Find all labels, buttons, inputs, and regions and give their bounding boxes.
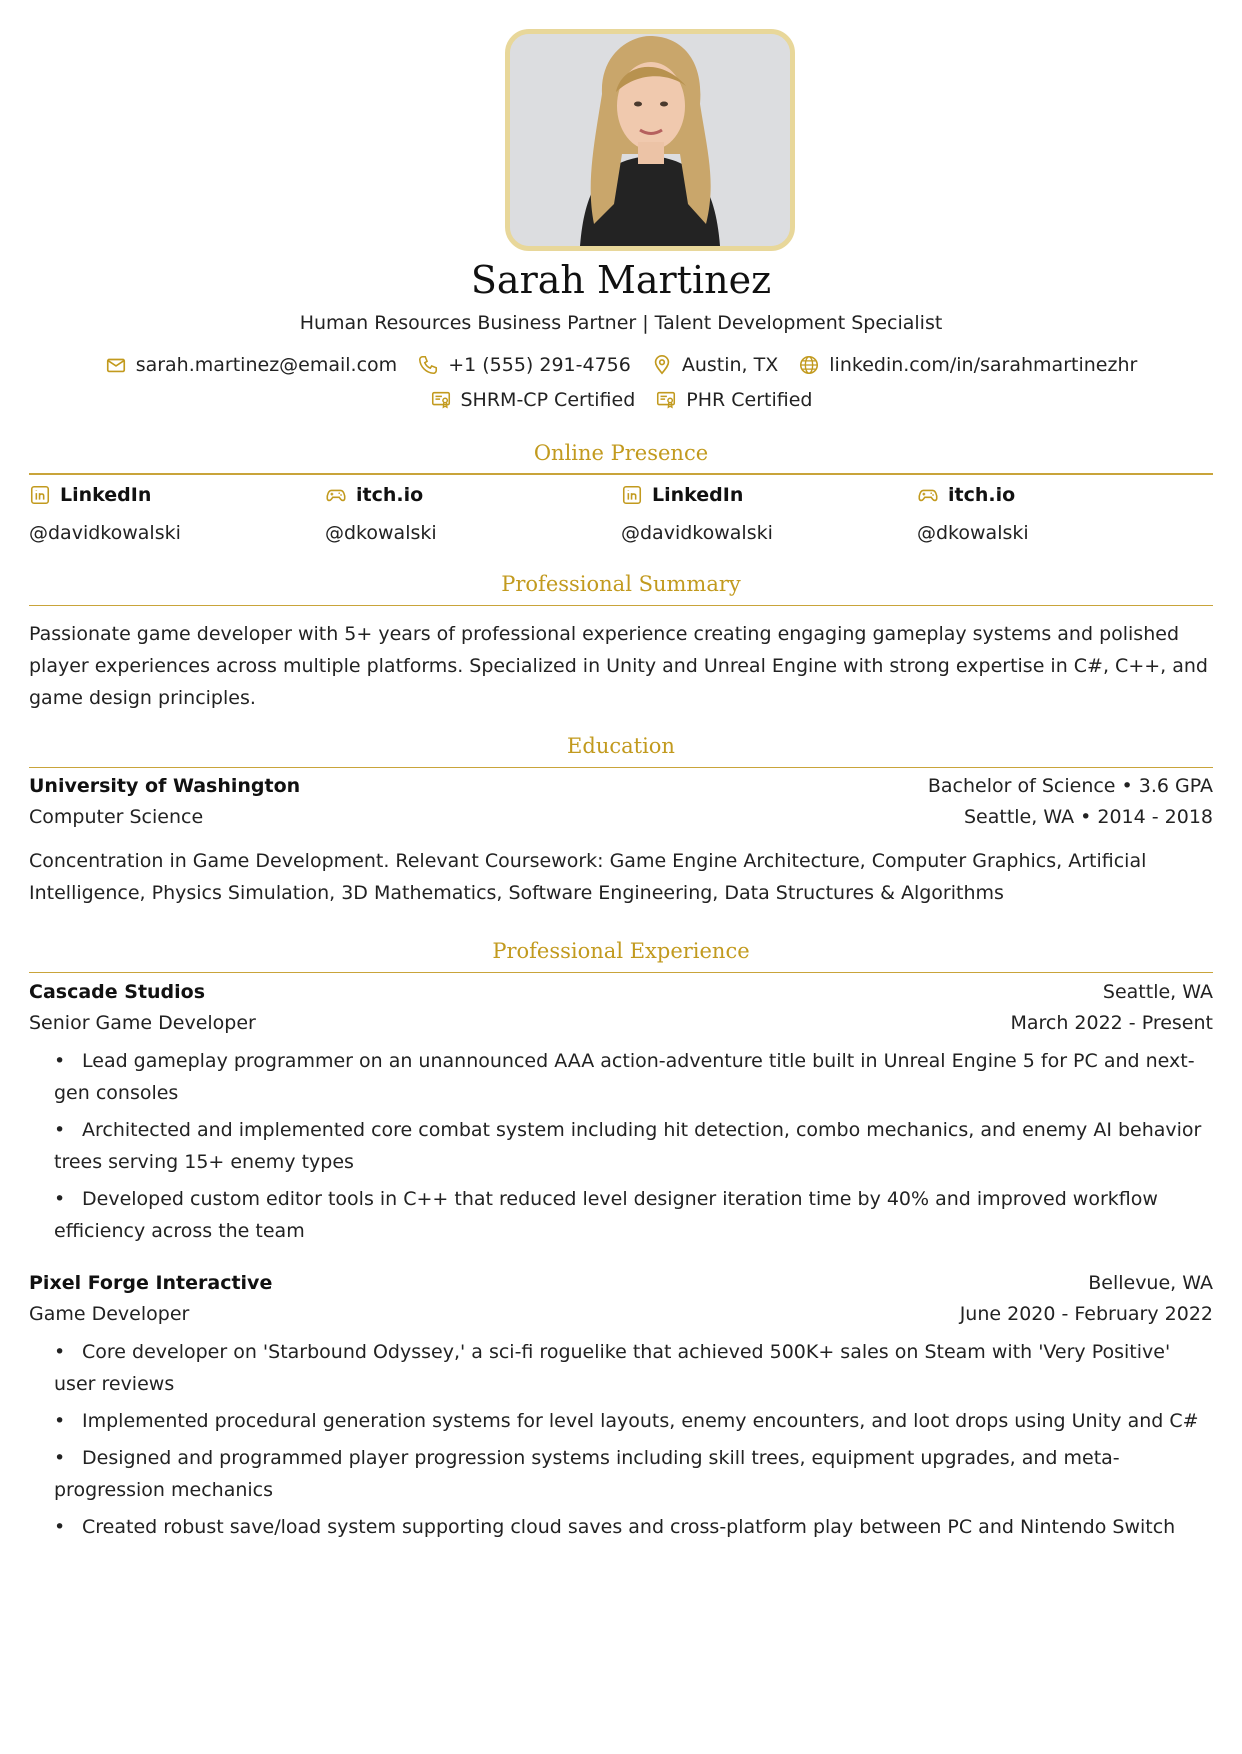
section-title-education: Education — [567, 734, 675, 758]
section-divider — [29, 473, 1213, 475]
contact-location — [651, 354, 778, 376]
education-header — [29, 775, 1213, 797]
globe-icon — [798, 354, 820, 376]
section-divider — [29, 972, 1213, 973]
job-subheader — [29, 1012, 1213, 1034]
presence-platform: LinkedIn — [652, 484, 744, 506]
education-details: Concentration in Game Development. Relevant Coursework: Game Engine Architecture, Computer Graphics, Artificial Intelligence, Physics Simulation, 3D Mathematics, Software Engineering, Data Structures & Algorithms — [29, 850, 1147, 904]
job-dates: June 2020 - February 2022 — [959, 1303, 1213, 1325]
presence-handle: @dkowalski — [917, 522, 1029, 544]
list-item: • Designed and programmed player progression systems including skill trees, equipment upgrades, and meta-progression mechanics — [54, 1447, 1120, 1501]
summary-text: Passionate game developer with 5+ years of professional experience creating engaging gameplay systems and polished player experiences across multiple platforms. Specialized in Unity and Unreal Engine with strong expertise in C#, C++, and game design principles. — [29, 623, 1208, 709]
contact-phone[interactable] — [417, 354, 631, 376]
list-item: • Created robust save/load system supporting cloud saves and cross-platform play between PC and Nintendo Switch — [54, 1516, 1176, 1538]
section-title-online-presence: Online Presence — [533, 441, 709, 465]
job-location: Bellevue, WA — [1088, 1272, 1213, 1294]
presence-item[interactable] — [325, 484, 621, 544]
contact-email-text: sarah.martinez@email.com — [135, 354, 398, 376]
linkedin-icon — [29, 484, 51, 506]
list-item: • Architected and implemented core combat system including hit detection, combo mechanics, and enemy AI behavior trees serving 15+ enemy types — [54, 1119, 1202, 1173]
presence-handle: @davidkowalski — [29, 522, 181, 544]
contact-website-text: linkedin.com/in/sarahmartinezhr — [829, 354, 1138, 376]
list-item: • Core developer on 'Starbound Odyssey,' a sci-fi roguelike that achieved 500K+ sales on Steam with 'Very Positive' user reviews — [54, 1341, 1171, 1395]
section-divider — [29, 605, 1213, 606]
candidate-name: Sarah Martinez — [470, 258, 772, 302]
contact-website[interactable] — [798, 354, 1137, 376]
contact-email[interactable] — [105, 354, 398, 376]
job-header — [29, 981, 1213, 1003]
certificate-icon — [430, 389, 452, 411]
mail-icon — [105, 354, 127, 376]
section-title-summary: Professional Summary — [501, 572, 741, 596]
presence-item[interactable] — [621, 484, 917, 544]
job-subheader — [29, 1303, 1213, 1325]
list-item: • Implemented procedural generation systems for level layouts, enemy encounters, and loot drops using Unity and C# — [54, 1410, 1199, 1432]
job-role: Game Developer — [29, 1303, 190, 1325]
gamepad-icon — [917, 484, 939, 506]
job-bullets — [54, 1336, 1204, 1548]
job-role: Senior Game Developer — [29, 1012, 256, 1034]
job-company: Pixel Forge Interactive — [29, 1272, 273, 1294]
list-item: • Lead gameplay programmer on an unannounced AAA action-adventure title built in Unreal Engine 5 for PC and next-gen consoles — [54, 1050, 1195, 1104]
presence-handle: @davidkowalski — [621, 522, 773, 544]
certifications — [29, 389, 1213, 411]
linkedin-icon — [621, 484, 643, 506]
education-field: Computer Science — [29, 806, 204, 828]
section-divider — [29, 767, 1213, 768]
presence-platform: itch.io — [948, 484, 1016, 506]
presence-handle: @dkowalski — [325, 522, 437, 544]
portrait-illustration — [510, 34, 790, 246]
contact-location-text: Austin, TX — [681, 354, 779, 376]
contact-phone-text: +1 (555) 291-4756 — [448, 354, 631, 376]
job-bullets — [54, 1045, 1204, 1252]
presence-platform: LinkedIn — [60, 484, 152, 506]
location-icon — [651, 354, 673, 376]
online-presence-list — [29, 484, 1213, 544]
certification-text: SHRM-CP Certified — [460, 389, 636, 411]
certification-item — [430, 389, 636, 411]
job-header — [29, 1272, 1213, 1294]
education-school: University of Washington — [29, 775, 301, 797]
presence-item[interactable] — [917, 484, 1213, 544]
education-subheader — [29, 806, 1213, 828]
certificate-icon — [655, 389, 677, 411]
education-degree: Bachelor of Science • 3.6 GPA — [927, 775, 1213, 797]
phone-icon — [417, 354, 439, 376]
education-location-dates: Seattle, WA • 2014 - 2018 — [963, 806, 1213, 828]
presence-platform: itch.io — [356, 484, 424, 506]
list-item: • Developed custom editor tools in C++ that reduced level designer iteration time by 40% and improved workflow efficiency across the team — [54, 1188, 1158, 1242]
certification-item — [655, 389, 812, 411]
contact-info — [29, 354, 1213, 376]
candidate-headline: Human Resources Business Partner | Talent Development Specialist — [299, 312, 943, 334]
job-dates: March 2022 - Present — [1010, 1012, 1213, 1034]
section-title-experience: Professional Experience — [492, 939, 750, 963]
job-location: Seattle, WA — [1102, 981, 1213, 1003]
gamepad-icon — [325, 484, 347, 506]
presence-item[interactable] — [29, 484, 325, 544]
job-company: Cascade Studios — [29, 981, 206, 1003]
certification-text: PHR Certified — [686, 389, 813, 411]
profile-photo — [505, 29, 795, 251]
